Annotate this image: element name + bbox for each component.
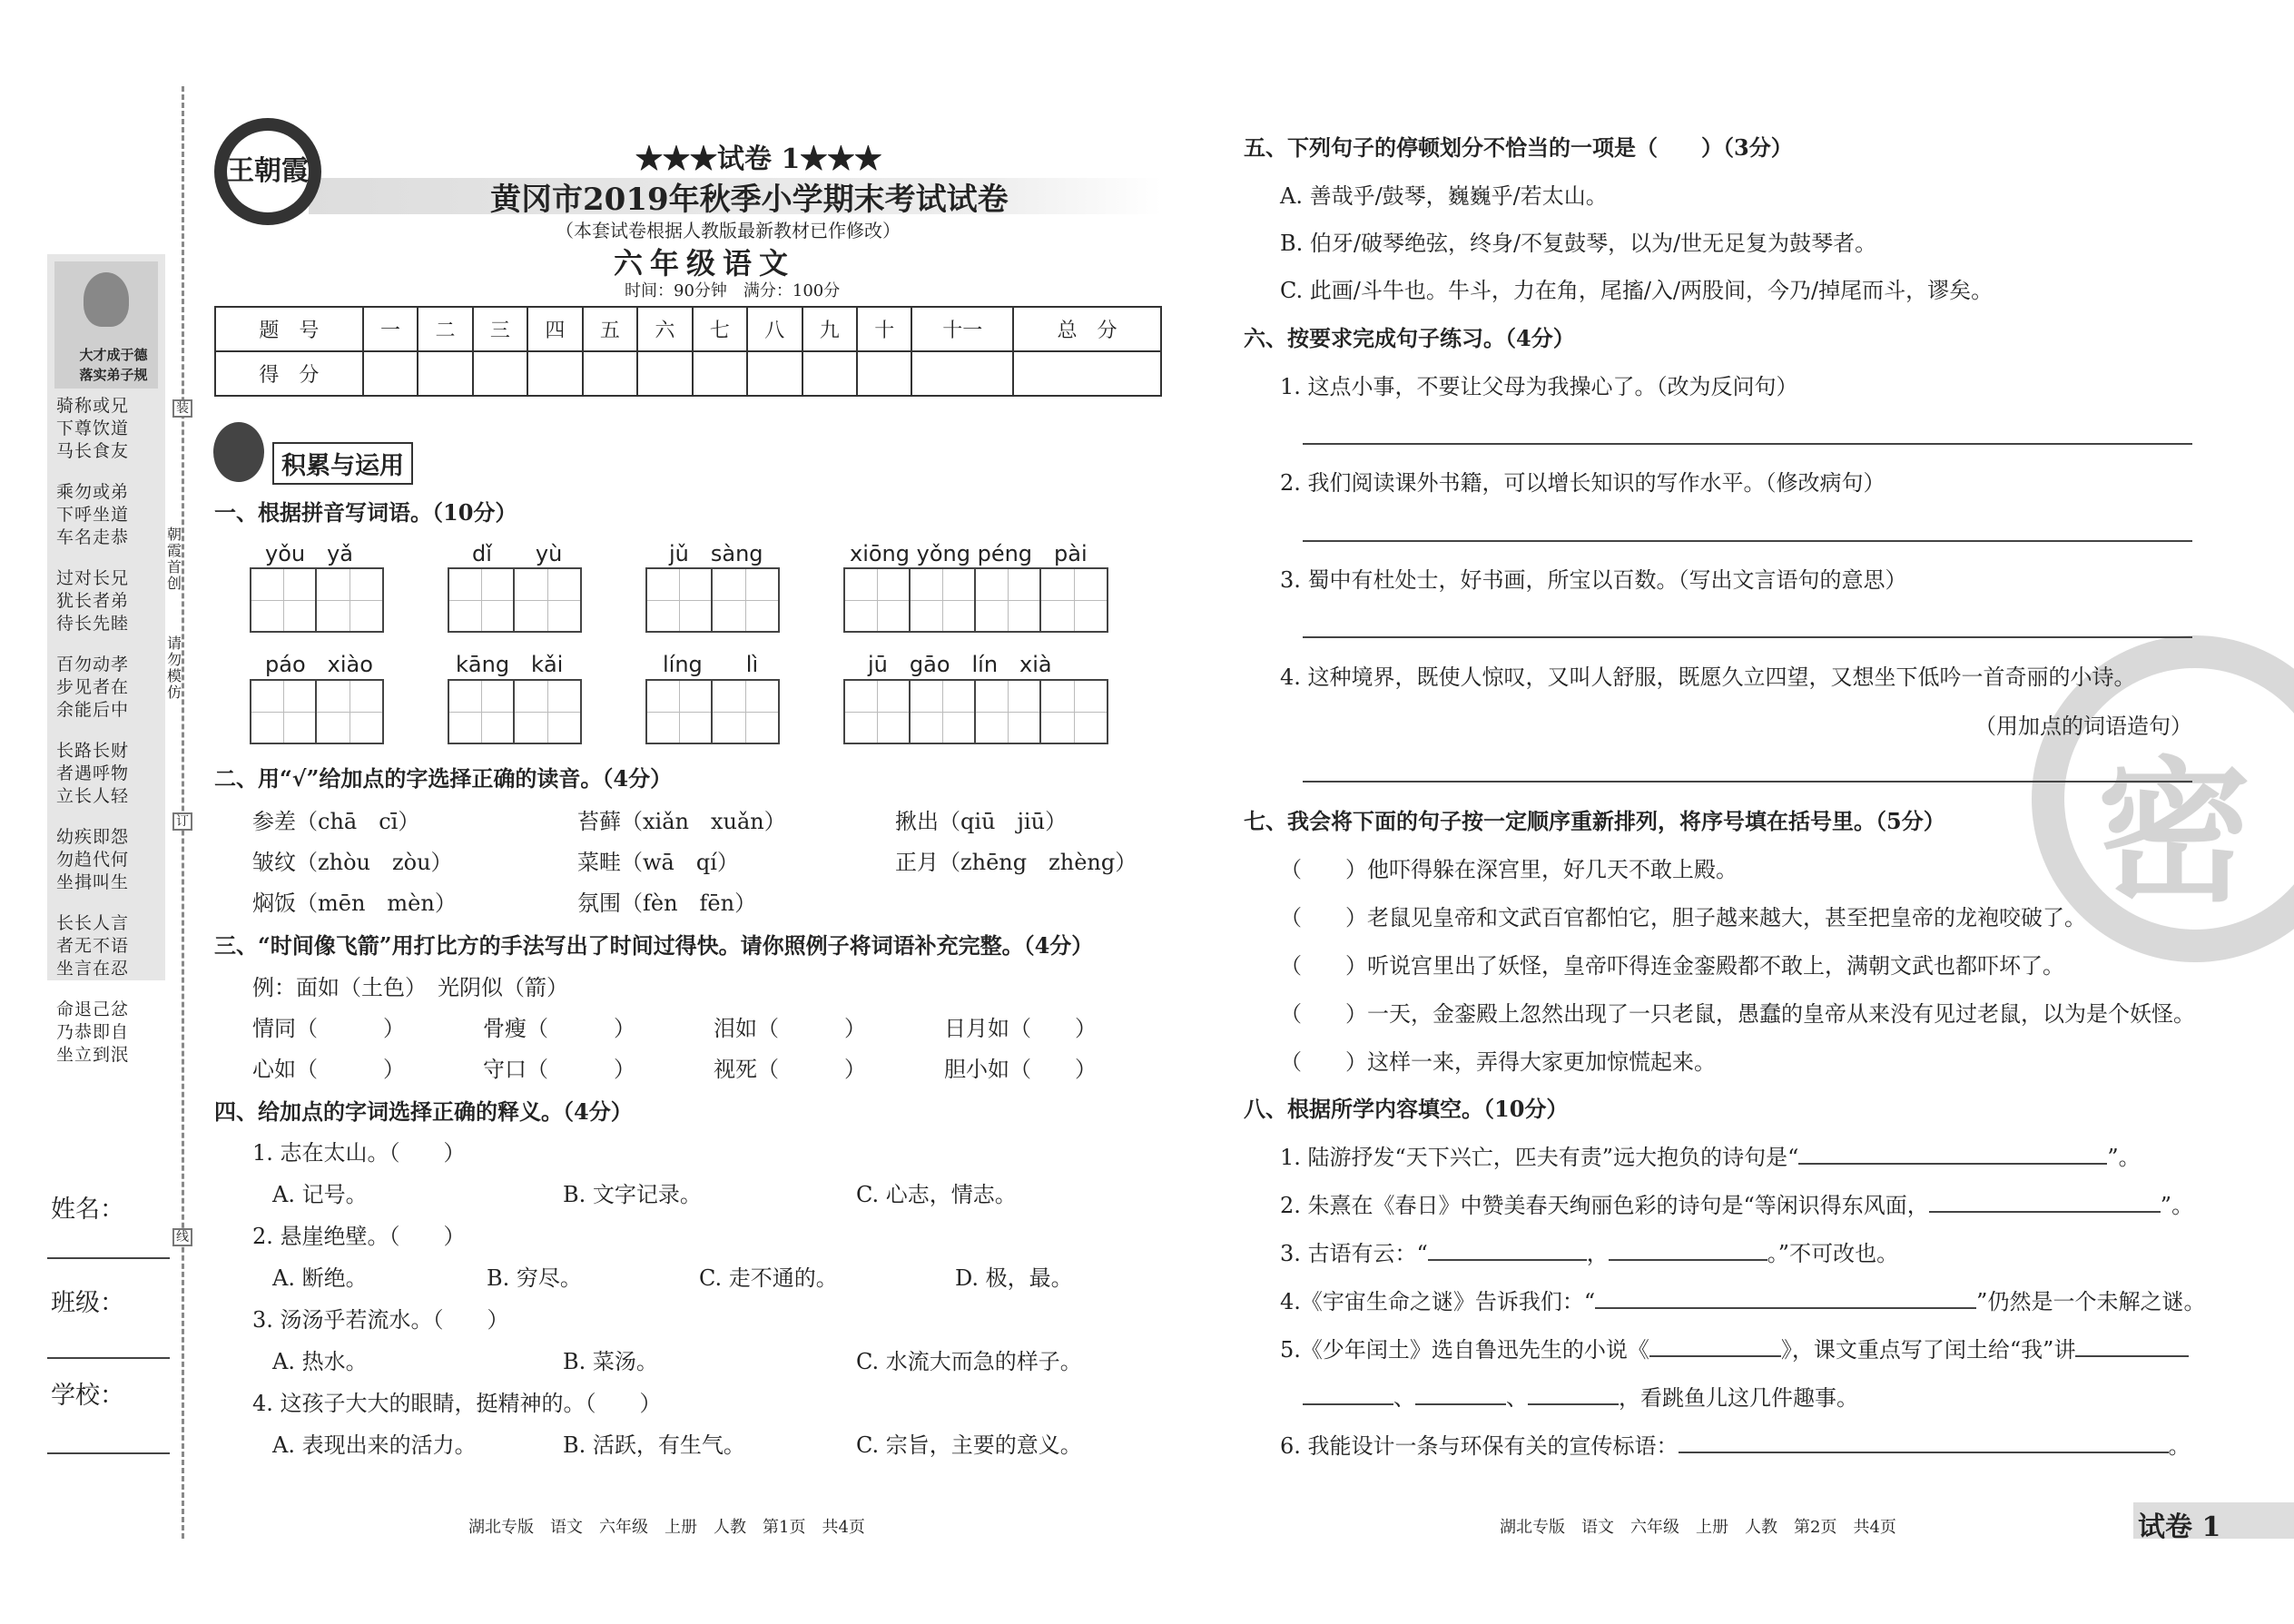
q4-option[interactable]: A. 表现出来的活力。 bbox=[272, 1432, 477, 1458]
q1-title: 一、根据拼音写词语。（10分） bbox=[214, 499, 517, 526]
score-table bbox=[214, 306, 1162, 397]
footer-left: 湖北专版 语文 六年级 上册 人教 第1页 共4页 bbox=[468, 1518, 865, 1537]
class-line[interactable] bbox=[47, 1357, 170, 1359]
q8-item: 、 、 ，看跳鱼儿这几件趣事。 bbox=[1303, 1380, 1858, 1412]
grade-subject: 六年级语文 bbox=[614, 246, 796, 281]
q4-question[interactable]: 3. 汤汤乎若流水。（ ） bbox=[252, 1307, 509, 1333]
sidebar-verses bbox=[56, 395, 156, 1085]
q3-item[interactable]: 情同（ ） bbox=[252, 1016, 405, 1041]
score-cell[interactable] bbox=[1013, 351, 1161, 396]
q2-item[interactable]: 菜畦（wā qí） bbox=[577, 850, 739, 875]
pinyin: xiōng yǒng péng pài bbox=[850, 541, 1088, 566]
q4-option[interactable]: C. 宗旨，主要的意义。 bbox=[856, 1432, 1082, 1458]
score-cell[interactable] bbox=[363, 351, 418, 396]
sidebar-verse: 立长人轻 bbox=[56, 786, 130, 806]
answer-line[interactable] bbox=[1303, 540, 2192, 542]
q7-item[interactable]: （ ）这样一来，弄得大家更加惊慌起来。 bbox=[1280, 1049, 1716, 1075]
writing-grid[interactable] bbox=[250, 567, 384, 633]
sidebar-verse: 长路长财 bbox=[56, 741, 130, 761]
score-cell[interactable] bbox=[637, 351, 692, 396]
writing-grid[interactable] bbox=[843, 567, 1108, 633]
blank[interactable] bbox=[1679, 1430, 2169, 1453]
score-cell[interactable] bbox=[583, 351, 637, 396]
q4-option[interactable]: B. 穷尽。 bbox=[487, 1265, 582, 1291]
q4-option[interactable]: A. 记号。 bbox=[272, 1182, 368, 1207]
score-cell[interactable] bbox=[747, 351, 802, 396]
mascot-image bbox=[54, 261, 158, 389]
q8-title: 八、根据所学内容填空。（10分） bbox=[1244, 1096, 1569, 1122]
q3-item[interactable]: 视死（ ） bbox=[714, 1057, 866, 1082]
score-header-cell: 十 bbox=[857, 307, 911, 351]
name-label: 姓名： bbox=[51, 1196, 124, 1224]
sidebar-verse: 过对长兄 bbox=[56, 568, 130, 588]
score-header-cell: 九 bbox=[802, 307, 857, 351]
section-label: 积累与运用 bbox=[272, 442, 413, 485]
q6-note: （用加点的词语造句） bbox=[1974, 714, 2192, 739]
q2-item[interactable]: 焖饭（mēn mèn） bbox=[252, 891, 457, 916]
q4-question[interactable]: 4. 这孩子大大的眼睛，挺精神的。（ ） bbox=[252, 1391, 662, 1416]
q5-option[interactable]: C. 此画/斗牛也。牛斗，力在角，尾搐/入/两股间，今乃/掉尾而斗，谬矣。 bbox=[1280, 278, 1994, 303]
school-line[interactable] bbox=[47, 1452, 170, 1454]
q5-title: 五、下列句子的停顿划分不恰当的一项是（ ）（3分） bbox=[1244, 134, 1793, 161]
q8-item: 3. 古语有云：“ ， 。”不可改也。 bbox=[1280, 1235, 1898, 1267]
girl-icon bbox=[213, 422, 264, 482]
writing-grid[interactable] bbox=[645, 679, 780, 744]
sidebar-verse: 犹长者弟 bbox=[56, 591, 130, 611]
q4-question[interactable]: 1. 志在太山。（ ） bbox=[252, 1140, 466, 1166]
score-cell[interactable] bbox=[693, 351, 747, 396]
q4-option[interactable]: B. 菜汤。 bbox=[563, 1349, 658, 1374]
sidebar-verse: 乃恭即自 bbox=[56, 1022, 130, 1042]
score-header-cell: 十一 bbox=[911, 307, 1013, 351]
q3-item[interactable]: 日月如（ ） bbox=[944, 1016, 1097, 1041]
sidebar bbox=[47, 254, 165, 1065]
score-header-cell: 七 bbox=[693, 307, 747, 351]
q7-item[interactable]: （ ）老鼠见皇帝和文武百官都怕它，胆子越来越大，甚至把皇帝的龙袍咬破了。 bbox=[1280, 905, 2086, 930]
blank[interactable] bbox=[2075, 1334, 2189, 1357]
sidebar-verse: 长长人言 bbox=[56, 913, 130, 933]
pinyin: dǐ yù bbox=[472, 541, 563, 566]
score-cell[interactable] bbox=[911, 351, 1013, 396]
sidebar-verse: 骑称或兄 bbox=[56, 396, 130, 416]
pinyin: páo xiào bbox=[265, 652, 373, 677]
paper-number: ★★★试卷 1★★★ bbox=[635, 143, 882, 175]
q2-title: 二、用“√”给加点的字选择正确的读音。（4分） bbox=[214, 765, 673, 792]
sidebar-verse: 百勿动孝 bbox=[56, 655, 130, 674]
q6-item: 3. 蜀中有杜处士，好书画，所宝以百数。（写出文言语句的意思） bbox=[1280, 567, 1907, 593]
vertical-note: 请勿模仿 bbox=[167, 635, 182, 701]
q6-item: 1. 这点小事，不要让父母为我操心了。（改为反问句） bbox=[1280, 374, 1798, 399]
q4-option[interactable]: A. 断绝。 bbox=[272, 1265, 368, 1291]
sidebar-verse: 马长食友 bbox=[56, 441, 130, 461]
q4-option[interactable]: B. 活跃，有生气。 bbox=[563, 1432, 745, 1458]
time-info: 时间：90分钟 满分：100分 bbox=[625, 281, 841, 300]
writing-grid[interactable] bbox=[645, 567, 780, 633]
q6-item: 4. 这种境界，既使人惊叹，又叫人舒服，既愿久立四望，又想坐下低吟一首奇丽的小诗。 bbox=[1280, 664, 2136, 690]
sidebar-verse: 坐言在忍 bbox=[56, 959, 130, 979]
score-cell[interactable] bbox=[802, 351, 857, 396]
q4-title: 四、给加点的字词选择正确的释义。（4分） bbox=[214, 1098, 633, 1125]
q7-item[interactable]: （ ）他吓得躲在深宫里，好几天不敢上殿。 bbox=[1280, 857, 1738, 882]
pinyin: kāng kǎi bbox=[456, 652, 564, 677]
sidebar-verse: 者无不语 bbox=[56, 936, 130, 956]
sidebar-verse: 下呼坐道 bbox=[56, 505, 130, 525]
score-cell[interactable] bbox=[418, 351, 472, 396]
q2-item[interactable]: 正月（zhēng zhèng） bbox=[895, 850, 1137, 875]
q8-item: 4.《宇宙生命之谜》告诉我们：“ ”仍然是一个未解之谜。 bbox=[1280, 1284, 2205, 1315]
page-title: 黄冈市2019年秋季小学期末考试试卷 bbox=[490, 182, 1009, 218]
sidebar-verse: 待长先睦 bbox=[56, 614, 130, 634]
q4-option[interactable]: C. 走不通的。 bbox=[699, 1265, 838, 1291]
score-header-cell: 五 bbox=[583, 307, 637, 351]
sidebar-verse: 坐揖叫生 bbox=[56, 872, 130, 892]
q3-example: 例：面如（土色） 光阴似（箭） bbox=[252, 975, 568, 1000]
q2-item[interactable]: 揪出（qiū jiū） bbox=[895, 809, 1068, 834]
blank[interactable] bbox=[1303, 1382, 1393, 1405]
writing-grid[interactable] bbox=[250, 679, 384, 744]
sidebar-verse: 幼疾即怨 bbox=[56, 827, 130, 847]
q4-question[interactable]: 2. 悬崖绝壁。（ ） bbox=[252, 1224, 466, 1249]
corner-label: 试卷 1 bbox=[2138, 1511, 2221, 1543]
score-cell[interactable] bbox=[857, 351, 911, 396]
confidential-stamp-text: 密 bbox=[2097, 742, 2252, 923]
q3-item[interactable]: 守口（ ） bbox=[483, 1057, 635, 1082]
blank[interactable] bbox=[1528, 1382, 1619, 1405]
q2-item[interactable]: 皱纹（zhòu zòu） bbox=[252, 850, 453, 875]
q8-item: 2. 朱熹在《春日》中赞美春天绚丽色彩的诗句是“等闲识得东风面， ”。 bbox=[1280, 1187, 2193, 1219]
q7-item[interactable]: （ ）一天，金銮殿上忽然出现了一只老鼠，愚蠢的皇帝从来没有见过老鼠，以为是个妖怪。 bbox=[1280, 1001, 2195, 1027]
blank[interactable] bbox=[1428, 1237, 1587, 1261]
writing-grid[interactable] bbox=[843, 679, 1108, 744]
q8-item: 6. 我能设计一条与环保有关的宣传标语： 。 bbox=[1280, 1428, 2191, 1460]
score-header-cell: 八 bbox=[747, 307, 802, 351]
sidebar-verse: 勿趋代何 bbox=[56, 850, 130, 870]
sidebar-verse: 余能后中 bbox=[56, 700, 130, 720]
score-label-cell: 得 分 bbox=[215, 351, 363, 396]
q4-option[interactable]: A. 热水。 bbox=[272, 1349, 368, 1374]
footer-right: 湖北专版 语文 六年级 上册 人教 第2页 共4页 bbox=[1500, 1518, 1896, 1537]
score-header-cell: 三 bbox=[473, 307, 527, 351]
q7-title: 七、我会将下面的句子按一定顺序重新排列，将序号填在括号里。（5分） bbox=[1244, 808, 1945, 834]
q5-option[interactable]: A. 善哉乎/鼓琴，巍巍乎/若太山。 bbox=[1280, 183, 1608, 209]
writing-grid[interactable] bbox=[448, 567, 582, 633]
sidebar-verse: 步见者在 bbox=[56, 677, 130, 697]
pinyin: yǒu yǎ bbox=[265, 541, 354, 566]
q3-title: 三、“时间像飞箭”用打比方的手法写出了时间过得快。请你照例子将词语补充完整。（4分） bbox=[214, 932, 1094, 959]
score-header-cell: 一 bbox=[363, 307, 418, 351]
q7-item[interactable]: （ ）听说宫里出了妖怪，皇帝吓得连金銮殿都不敢上，满朝文武也都吓坏了。 bbox=[1280, 953, 2064, 979]
q4-option[interactable]: B. 文字记录。 bbox=[563, 1182, 702, 1207]
blank[interactable] bbox=[1595, 1285, 1976, 1309]
sidebar-verse: 乘勿或弟 bbox=[56, 482, 130, 502]
score-cell[interactable] bbox=[473, 351, 527, 396]
binding-mark: 订 bbox=[172, 812, 192, 831]
sidebar-verse: 坐立到泯 bbox=[56, 1045, 130, 1065]
answer-line[interactable] bbox=[1303, 781, 2192, 782]
q8-item: 5.《少年闰土》选自鲁迅先生的小说《 》，课文重点写了闰土给“我”讲 bbox=[1280, 1332, 2189, 1363]
writing-grid[interactable] bbox=[448, 679, 582, 744]
score-cell[interactable] bbox=[527, 351, 582, 396]
sidebar-verse: 者遇呼物 bbox=[56, 763, 130, 783]
sidebar-verse: 下尊饮道 bbox=[56, 418, 130, 438]
blank[interactable] bbox=[1929, 1189, 2161, 1213]
motto-line: 大才成于德 bbox=[79, 347, 148, 363]
q4-option[interactable]: C. 水流大而急的样子。 bbox=[856, 1349, 1082, 1374]
answer-line[interactable] bbox=[1303, 636, 2192, 638]
score-header-cell: 二 bbox=[418, 307, 472, 351]
score-header-cell: 四 bbox=[527, 307, 582, 351]
q8-item: 1. 陆游抒发“天下兴亡，匹夫有责”远大抱负的诗句是“ ”。 bbox=[1280, 1139, 2141, 1171]
blank[interactable] bbox=[1609, 1237, 1767, 1261]
blank[interactable] bbox=[1649, 1334, 1781, 1357]
sidebar-verse: 命退己忿 bbox=[56, 999, 130, 1019]
name-line[interactable] bbox=[47, 1257, 170, 1259]
q3-item[interactable]: 胆小如（ ） bbox=[944, 1057, 1097, 1082]
pinyin: jǔ sàng bbox=[669, 541, 763, 566]
q3-item[interactable]: 骨瘦（ ） bbox=[483, 1016, 635, 1041]
q2-item[interactable]: 氛围（fèn fēn） bbox=[577, 891, 757, 916]
binding-mark: 装 bbox=[172, 399, 192, 418]
q3-item[interactable]: 泪如（ ） bbox=[714, 1016, 866, 1041]
blank[interactable] bbox=[1415, 1382, 1506, 1405]
q2-item[interactable]: 苔藓（xiǎn xuǎn） bbox=[577, 809, 786, 834]
subtitle: （本套试卷根据人教版最新教材已作修改） bbox=[556, 220, 901, 241]
q3-item[interactable]: 心如（ ） bbox=[252, 1057, 405, 1082]
blank[interactable] bbox=[1798, 1141, 2107, 1165]
q6-title: 六、按要求完成句子练习。（4分） bbox=[1244, 325, 1575, 351]
q4-option[interactable]: D. 极，最。 bbox=[955, 1265, 1073, 1291]
brand-logo: 王朝霞 bbox=[214, 118, 321, 225]
score-header-cell: 题 号 bbox=[215, 307, 363, 351]
q5-option[interactable]: B. 伯牙/破琴绝弦，终身/不复鼓琴，以为/世无足复为鼓琴者。 bbox=[1280, 231, 1877, 256]
school-label: 学校： bbox=[51, 1382, 124, 1410]
q4-option[interactable]: C. 心志，情志。 bbox=[856, 1182, 1017, 1207]
answer-line[interactable] bbox=[1303, 443, 2192, 445]
binding-mark: 线 bbox=[172, 1228, 192, 1246]
pinyin: jū gāo lín xià bbox=[868, 652, 1052, 677]
vertical-note: 朝霞首创 bbox=[167, 526, 182, 592]
sidebar-verse: 车名走恭 bbox=[56, 527, 130, 547]
motto-line: 落实弟子规 bbox=[79, 367, 148, 383]
class-label: 班级： bbox=[51, 1289, 124, 1317]
q6-item: 2. 我们阅读课外书籍，可以增长知识的写作水平。（修改病句） bbox=[1280, 470, 1885, 496]
score-header-cell: 六 bbox=[637, 307, 692, 351]
q2-item[interactable]: 参差（chā cī） bbox=[252, 809, 420, 834]
score-header-cell: 总 分 bbox=[1013, 307, 1161, 351]
pinyin: líng lì bbox=[663, 652, 759, 677]
